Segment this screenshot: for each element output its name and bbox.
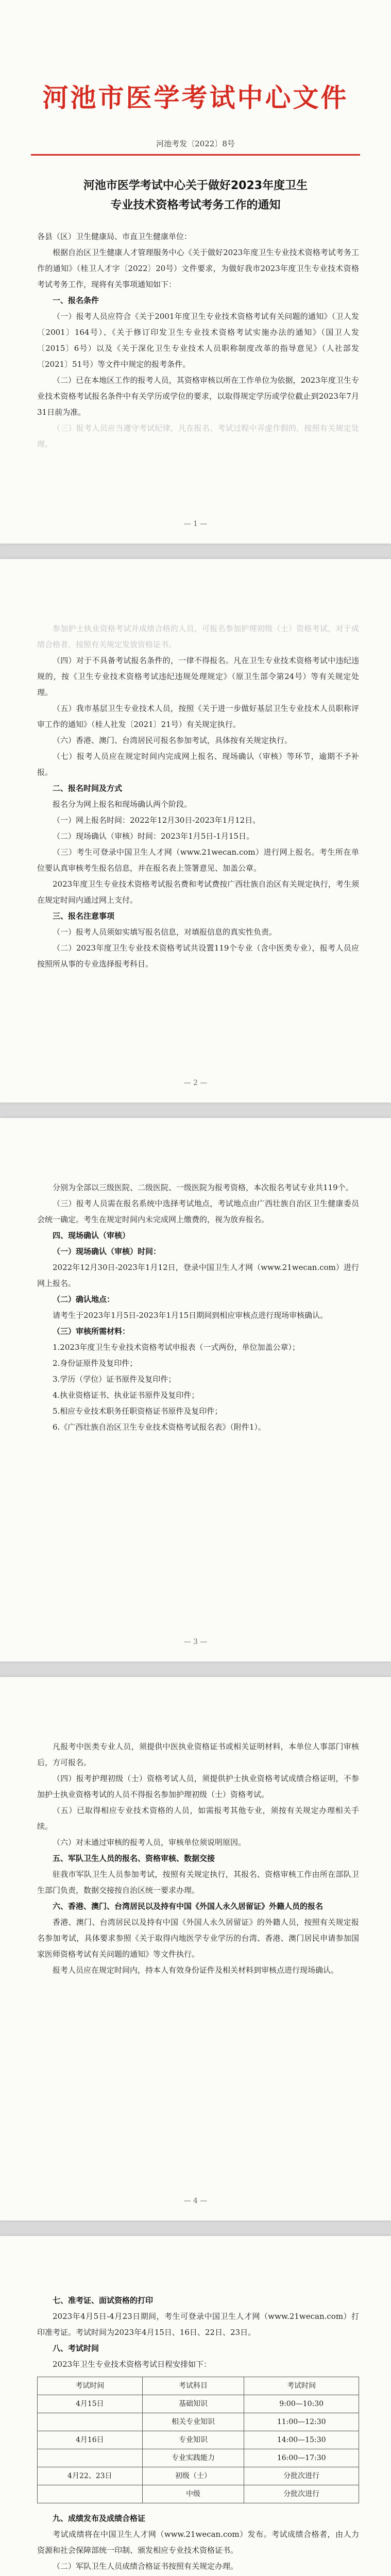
- paragraph: （二）2023年度卫生专业技术资格考试共设置119个专业（含中医类专业），报考人员应按照所从事的专业选择报考科目。: [37, 943, 359, 969]
- paragraph: （五）已取得相应专业技术资格的人员，如需报考其他专业，须按有关规定办理相关手续。: [37, 1806, 359, 1831]
- salutation: 各县（区）卫生健康局、市直卫生健康单位：: [37, 232, 192, 241]
- paragraph: （六）香港、澳门、台湾居民可报名参加考试，具体按有关规定执行。: [53, 736, 293, 745]
- paragraph: 2023年度卫生专业技术资格考试报名费和考试费按广西壮族自治区有关规定执行，考生须在规定时间内通过网上支付。: [37, 879, 359, 905]
- page-3: [0, 1118, 391, 1662]
- section-heading-8: 八、考试时间: [53, 2344, 99, 2353]
- table-cell: 4月15日: [38, 2395, 143, 2413]
- page-4: [0, 1677, 391, 2221]
- paragraph: （一）报考人员应符合《关于2001年度卫生专业技术资格考试有关问题的通知》（卫人发〔2001〕164号）、《关于修订印发卫生专业技术资格考试实施办法的通知》（国卫人发〔2015〕6号）以及《关于深化卫生专业技术人员职称制度改革的指导意见》（人社部发〔2021〕51号）等文件中规定的报考条件。: [37, 312, 359, 369]
- paragraph: （七）报考人员应在规定时间内完成网上报名、现场确认（审核）等环节，逾期不予补报。: [37, 752, 359, 777]
- paragraph: （一）网上报名时间：2022年12月30日-2023年1月12日。: [53, 816, 261, 825]
- table-header-cell: 考试时间: [244, 2377, 359, 2395]
- paragraph: （三）考生可登录中国卫生人才网（www.21wecan.com）进行网上报名。考生所在单位要认真审核考生报名信息，并在报名表上签署意见、加盖公章。: [37, 848, 359, 873]
- subheading: （一）现场确认（审核）时间：: [53, 1247, 161, 1256]
- table-cell: 初级（士）: [142, 2467, 244, 2485]
- table-cell: [38, 2449, 143, 2467]
- paragraph: 报考人员应在规定时间内，持本人有效身份证件及相关材料到审核点进行现场确认。: [53, 1965, 339, 1975]
- paragraph: （二）已在本地区工作的报考人员，其资格审核以所在工作单位为依据，2023年度卫生专业技术资格考试报名条件中有关学历或学位的要求，以取得规定学历或学位截止到2023年7月31日前为准。: [37, 376, 359, 417]
- table-cell: 分批次进行: [244, 2485, 359, 2503]
- document-header-title: 河池市医学考试中心文件: [42, 82, 349, 113]
- table-cell: 分批次进行: [244, 2467, 359, 2485]
- paragraph: 驻我市军队卫生人员参加考试，按照有关规定执行，其报名、资格审核工作由所在部队卫生部门负责，数据交接按自治区统一要求办理。: [37, 1870, 359, 1895]
- paragraph: （六）对未通过审核的报考人员，审核单位须说明原因。: [53, 1838, 246, 1847]
- page-1: [0, 0, 391, 544]
- page-2: [0, 559, 391, 1103]
- paragraph: 凡报考中医类专业人员，须提供中医执业资格证书或相关证明材料，本单位人事部门审核后，方可报名。: [37, 1742, 359, 1767]
- paragraph: 2023年4月5日-4月23日期间，考生可登录中国卫生人才网（www.21wecan.com）打印准考证。考试时间为2023年4月15日、16日、22日、23日。: [37, 2312, 359, 2337]
- section-heading-7: 七、准考证、面试资格的打印: [53, 2296, 154, 2305]
- table-row: [38, 2485, 359, 2503]
- section-heading-3: 三、报名注意事项: [53, 911, 115, 921]
- table-cell: 11:00—12:30: [244, 2413, 359, 2431]
- table-row: [38, 2449, 359, 2467]
- table-cell: 4月22、23日: [38, 2467, 143, 2485]
- page-number: — 3 —: [183, 1638, 208, 1646]
- subheading: （二）确认地点：: [53, 1295, 115, 1304]
- notice-title-line-2: 专业技术资格考试考务工作的通知: [110, 199, 281, 212]
- paragraph: （四）对于不具备考试报名条件的，一律不得报名。凡在卫生专业技术资格考试中违纪违规的，按《卫生专业技术资格考试违纪违规处理规定》（原卫生部令第24号）等有关规定处理。: [37, 656, 359, 697]
- table-cell: 4月16日: [38, 2431, 143, 2449]
- paragraph: 考试成绩将在中国卫生人才网（www.21wecan.com）发布。考试成绩合格者，由人力资源和社会保障部统一印制、颁发相应专业技术资格证书。: [37, 2530, 359, 2555]
- table-cell: [38, 2413, 143, 2431]
- list-item: 6.《广西壮族自治区卫生专业技术资格考试报名表》（附件1）。: [53, 1422, 266, 1432]
- list-item: 1.2023年度卫生专业技术资格考试申报表（一式两份，单位加盖公章）；: [53, 1343, 300, 1352]
- table-cell: 基础知识: [142, 2395, 244, 2413]
- exam-schedule-table: [37, 2377, 359, 2503]
- table-cell: 专业实践能力: [142, 2449, 244, 2467]
- table-header-cell: 考试科目: [142, 2377, 244, 2395]
- table-row: [38, 2395, 359, 2413]
- paragraph: 2022年12月30日-2023年1月12日，登录中国卫生人才网（www.21wecan.com）进行网上报名。: [37, 1263, 359, 1288]
- paragraph: 参加护士执业资格考试并成绩合格的人员，可报名参加护理初级（士）资格考试，对于成绩合格者，按照有关规定发放资格证书。: [37, 624, 359, 649]
- page-5: [0, 2236, 391, 2576]
- document-number: 河池考发〔2022〕8号: [156, 139, 235, 148]
- section-heading-6: 六、香港、澳门、台湾居民以及持有中国《外国人永久居留证》外籍人员的报名: [53, 1902, 324, 1911]
- table-cell: 9:00—10:30: [244, 2395, 359, 2413]
- table-cell: 14:00—15:30: [244, 2431, 359, 2449]
- paragraph: （一）报考人员须如实填写报名信息，对填报信息的真实性负责。: [53, 927, 277, 937]
- table-cell: [38, 2485, 143, 2503]
- paragraph: （二）现场确认（审核）时间：2023年1月5日-1月15日。: [53, 832, 254, 841]
- table-cell: 中级: [142, 2485, 244, 2503]
- table-cell: 专业知识: [142, 2431, 244, 2449]
- section-heading-5: 五、军队卫生人员的报名、资格审核、数据交接: [53, 1854, 215, 1863]
- notice-title-line-1: 河池市医学考试中心关于做好2023年度卫生: [83, 179, 308, 192]
- paragraph: 2023年卫生专业技术资格考试日程安排如下：: [53, 2360, 212, 2369]
- table-header-row: [38, 2377, 359, 2395]
- paragraph: 请考生于2023年1月5日-2023年1月15日期间到相应审核点进行现场审核确认。: [53, 1311, 328, 1320]
- paragraph: 香港、澳门、台湾居民以及持有中国《外国人永久居留证》的外籍人员，按照有关规定报名参加考试，具体要求参照《关于取得内地医学专业学历的台湾、香港、澳门居民申请参加国家医师资格考试有关问题的通知》等文件执行。: [37, 1918, 359, 1959]
- section-heading-9: 九、成绩发布及成绩合格证: [53, 2514, 146, 2523]
- section-heading-2: 二、报名时间及方式: [53, 784, 123, 793]
- red-divider-line: [31, 154, 360, 156]
- paragraph: （四）报考护理初级（士）资格考试人员，须提供护士执业资格考试成绩合格证明，不参加护士执业资格考试的人员不得报名参加护理初级（士）资格考试。: [37, 1774, 359, 1799]
- list-item: 5.相应专业技术职务任职资格证书原件及复印件；: [53, 1406, 223, 1416]
- section-heading-4: 四、现场确认（审核）: [53, 1231, 130, 1240]
- paragraph: （五）我市基层卫生专业技术人员，按照《关于进一步做好基层卫生专业技术人员职称评审工作的通知》（桂人社发〔2021〕21号）有关规定执行。: [37, 704, 359, 729]
- table-cell: 相关专业知识: [142, 2413, 244, 2431]
- list-item: 2.身份证原件及复印件；: [53, 1359, 138, 1368]
- intro-paragraph: 根据自治区卫生健康人才管理服务中心《关于做好2023年度卫生专业技术资格考试考务工作的通知》（桂卫人才字〔2022〕20号）文件要求，为做好我市2023年度卫生专业技术资格考试考务工作，现将有关事项通知如下：: [37, 248, 359, 289]
- section-heading-1: 一、报名条件: [53, 296, 99, 305]
- list-item: 3.学历（学位）证书原件及复印件；: [53, 1375, 176, 1384]
- table-row: [38, 2467, 359, 2485]
- list-item: 4.执业资格证书、执业证书原件及复印件；: [53, 1391, 199, 1400]
- table-cell: 16:00—17:30: [244, 2449, 359, 2467]
- subheading: （三）审核所需材料：: [53, 1327, 130, 1336]
- table-row: [38, 2431, 359, 2449]
- paragraph: 报名分为网上报名和现场确认两个阶段。: [53, 800, 192, 809]
- paragraph: （三）报考人员需在报名系统中选择考试地点，考试地点由广西壮族自治区卫生健康委员会统一确定。考生在规定时间内未完成网上缴费的，视为放弃报名。: [37, 1199, 359, 1224]
- table-header-cell: 考试时间: [38, 2377, 143, 2395]
- paragraph: （二）军队卫生人员成绩合格证书按照有关规定办理。: [53, 2562, 239, 2571]
- paragraph: （三）报考人员应当遵守考试纪律，凡在报名、考试过程中弄虚作假的，按照有关规定处理。: [37, 423, 359, 449]
- notice-title: [46, 176, 345, 215]
- page-number: — 1 —: [183, 520, 208, 528]
- page-number: — 2 —: [183, 1079, 208, 1087]
- page-number: — 4 —: [183, 2197, 208, 2205]
- paragraph: 分别为全部以三级医院、二级医院、一级医院为报考资格，本次报名考试专业共119个。: [53, 1183, 353, 1192]
- table-row: [38, 2413, 359, 2431]
